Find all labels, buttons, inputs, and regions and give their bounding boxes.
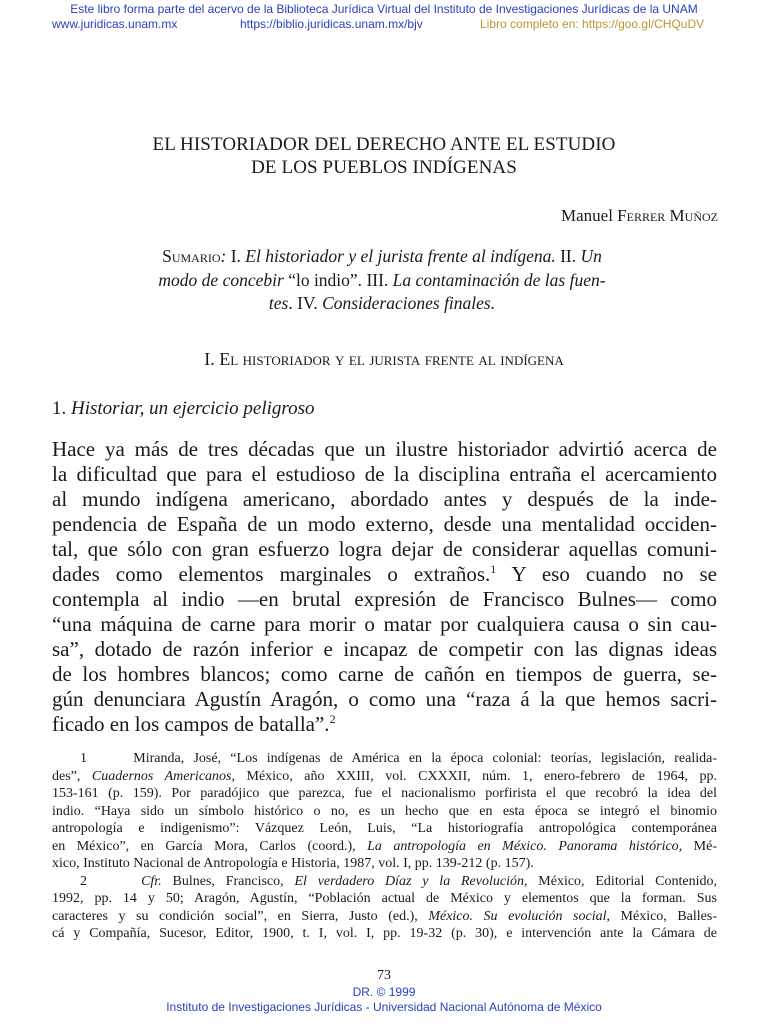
- footnote-1-line: [52, 768, 717, 786]
- site-link[interactable]: www.juridicas.unam.mx: [52, 17, 178, 31]
- summary-iii-text-b: tes: [268, 293, 289, 313]
- footnote-1-line: xico, Instituto Nacional de Antropología e Historia, 1987, vol. I, pp. 139-212 (p. 157).: [52, 856, 534, 871]
- body-paragraph: [52, 437, 717, 737]
- body-line-part: dades como elementos marginales o extraños.: [52, 562, 491, 586]
- footnote-2-line: 1992, pp. 14 y 50; Aragón, Agustín, “Población actual de México y elementos que la forman. Sus: [52, 891, 717, 906]
- subsection-num: 1.: [52, 398, 71, 419]
- summary-i-text: El historiador y el jurista frente al indígena.: [245, 246, 556, 266]
- bjv-link[interactable]: https://biblio.juridicas.unam.mx/bjv: [240, 17, 423, 31]
- section-title-text: El historiador y el jurista frente al indígena: [219, 349, 564, 369]
- subsection-heading: [52, 398, 314, 420]
- footnote-text: , México, Editorial Contenido,: [523, 873, 718, 889]
- footer: [0, 985, 768, 1015]
- body-line-part: Y eso cuando no se: [496, 562, 717, 586]
- summary: Sumario: I. El historiador y el jurista frente al indígena. II. Un modo de concebir “lo indio”. III. La contaminación de las fuen- tes. IV. Consideraciones finales.: [158, 246, 606, 313]
- section-num: I.: [204, 349, 220, 369]
- body-line: Hace ya más de tres décadas que un ilustre historiador advirtió acerca de: [52, 437, 717, 461]
- body-line: la dificultad que para el estudioso de la disciplina entraña el acercamiento: [52, 462, 717, 486]
- summary-iv-text: Consideraciones finales.: [322, 293, 496, 313]
- summary-iv-num: . IV.: [288, 293, 323, 313]
- footnote-1-line: antropología e indigenismo”: Vázquez León, Luis, “La historiografía antropológica contemporánea: [52, 821, 717, 836]
- banner-notice: Este libro forma parte del acervo de la Biblioteca Jurídica Virtual del Instituto de Investigaciones Jurídicas de la UNAM: [70, 2, 698, 16]
- footnote-1-line: [52, 750, 717, 768]
- body-line: [52, 562, 717, 587]
- footer-copyright: DR. © 1999: [352, 985, 416, 999]
- footnote-text: México. Su evolución social: [428, 908, 607, 924]
- chapter-title-line1: EL HISTORIADOR DEL DERECHO ANTE EL ESTUDIO: [152, 134, 616, 155]
- summary-label: Sumario: [162, 246, 221, 266]
- footnote-1-line: 153-161 (p. 159). Por paradójico que parezca, fue el nacionalismo porfirista el que recobró la idea del: [52, 786, 717, 801]
- footnote-text: La antropología en México. Panorama histórico: [367, 838, 679, 854]
- chapter-title: [0, 133, 768, 179]
- footnote-2-line: [52, 873, 717, 891]
- summary-ii-num: II.: [555, 246, 581, 266]
- summary-ii-text-a: Un: [580, 246, 602, 266]
- footnote-text: Bulnes, Francisco,: [161, 873, 295, 889]
- chapter-title-line2: DE LOS PUEBLOS INDÍGENAS: [251, 157, 517, 178]
- footnote-text: , México, año XXIII, vol. CXXXII, núm. 1, enero-febrero de 1964, pp.: [231, 768, 717, 784]
- footnote-text: , Mé-: [678, 838, 717, 854]
- footnotes: [52, 750, 717, 943]
- footnote-2-line: cá y Compañía, Sucesor, Editor, 1900, t. I, vol. I, pp. 19-32 (p. 30), e intervención ante la Cámara de: [52, 926, 717, 941]
- summary-iii-text-a: La contaminación de las fuen-: [392, 269, 606, 290]
- footnote-text: Cfr.: [141, 873, 162, 889]
- footnote-text: Cuadernos Americanos: [91, 768, 232, 784]
- footnote-text: en México”, en García Mora, Carlos (coord.),: [52, 838, 368, 854]
- summary-i-num: I.: [230, 246, 246, 266]
- author-first: Manuel: [560, 206, 618, 225]
- footer-institution: Instituto de Investigaciones Jurídicas - Universidad Nacional Autónoma de México: [166, 1000, 602, 1014]
- body-line: pendencia de España de un modo externo, desde una mentalidad occiden-: [52, 512, 717, 536]
- body-line: al mundo indígena americano, abordado antes y después de la inde-: [52, 487, 717, 511]
- body-line: gún denunciara Agustín Aragón, o como una “raza á la que hemos sacri-: [52, 687, 717, 711]
- subsection-title-text: Historiar, un ejercicio peligroso: [71, 398, 315, 419]
- summary-ii-quote: “lo indio”.: [283, 269, 367, 290]
- library-banner: [0, 2, 768, 32]
- body-line: sa”, dotado de razón inferior e incapaz de competir con las dignas ideas: [52, 637, 717, 661]
- footnote-text: caracteres y su condición social”, en Sierra, Justo (ed.),: [52, 908, 429, 924]
- author-name: [561, 206, 718, 226]
- page-number: 73: [377, 968, 391, 983]
- footnote-1-line: indio. “Haya sido un símbolo histórico o no, es un hecho que en esta época se integró el binomio: [52, 803, 717, 819]
- footnote-text: Miranda, José, “Los indígenas de América en la época colonial: teorías, legislación, realida-: [133, 751, 717, 766]
- footnote-2-line: [52, 908, 717, 926]
- body-line: contempla al indio —en brutal expresión de Francisco Bulnes— como: [52, 587, 717, 611]
- footnote-1-num: 1: [80, 751, 87, 766]
- body-line-part: ficado en los campos de batalla”.: [52, 712, 330, 736]
- full-book-link[interactable]: Libro completo en: https://goo.gl/CHQuDV: [480, 17, 705, 31]
- summary-ii-text-b: modo de concebir: [158, 269, 284, 290]
- footnote-ref-1[interactable]: 1: [490, 562, 497, 576]
- footnote-text: El verdadero Díaz y la Revolución: [294, 873, 524, 889]
- body-line: “una máquina de carne para morir o matar por cualquiera causa o sin cau-: [52, 612, 717, 636]
- footnote-ref-2[interactable]: 2: [329, 712, 336, 726]
- summary-iii-num: III.: [366, 269, 393, 290]
- section-heading: [0, 349, 768, 370]
- footnote-text: , México, Balles-: [606, 908, 718, 924]
- author-last: Ferrer Muñoz: [617, 206, 718, 225]
- body-line: de los hombres blancos; como carne de cañón en tiempos de guerra, se-: [52, 662, 717, 686]
- body-line: tal, que sólo con gran esfuerzo logra dejar de considerar aquellas comuni-: [52, 537, 717, 561]
- footnote-2-num: 2: [80, 873, 87, 889]
- body-line: [52, 712, 717, 737]
- footnote-1-line: [52, 838, 717, 856]
- footnote-text: des”,: [52, 768, 92, 784]
